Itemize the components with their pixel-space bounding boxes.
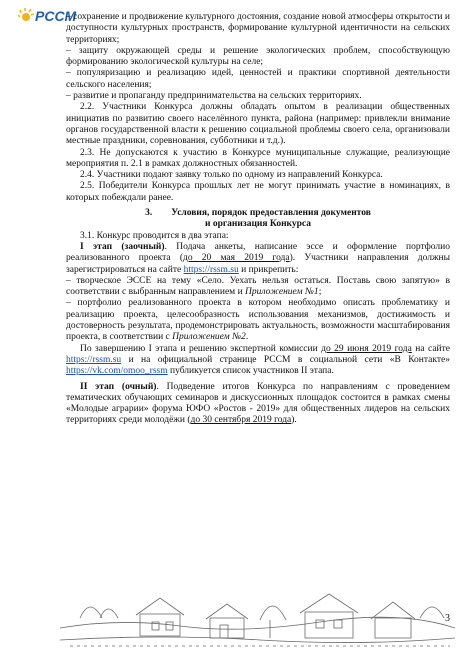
paragraph: 3.1. Конкурс проводится в два этапа: <box>80 230 229 241</box>
text-run: . Подача анкеты, написание эссе и оформление портфолио реализованного проекта ( <box>66 241 451 264</box>
paragraph: – защиту окружающей среды и решение экологических проблем, способствующую формированию экологической культуры на селе; <box>66 45 450 68</box>
stage-label: II этап (очный) <box>80 381 157 392</box>
text-run: – творческое ЭССЕ на тему «Село. Уехать нельзя остаться. Поставь свою запятую» в соответствии с выбранным направлением и <box>66 275 450 298</box>
stage-label: I этап (заочный) <box>80 241 165 252</box>
paragraph: 2.3. Не допускаются к участию в Конкурсе муниципальные служащие, реализующие мероприятия п. 2.1 в рамках должностных обязанностей. <box>66 147 450 169</box>
sun-logo-icon <box>18 8 34 24</box>
paragraph: – популяризацию и реализацию идей, ценностей и практики спортивной деятельности сельского населения; <box>66 68 450 90</box>
appendix-ref: Приложением №2 <box>172 332 246 343</box>
text-run: и на официальной странице РССМ в социальной сети «В Контакте» <box>121 354 450 365</box>
logo-text: РССМ <box>35 8 77 24</box>
heading-line-1: Условия, порядок предоставления документов <box>171 208 371 219</box>
paragraph: 2.2. Участники Конкурса должны обладать опытом в реализации общественных инициатив по развитию своего населённого пункта, района (например: привлекли внимание органов государственной власти к решению социальной проблемы своего села, организовали местные праздники, соревнования, субботники и т.д.). <box>66 102 450 147</box>
document-body <box>66 12 450 427</box>
text-run: . Подведение итогов Конкурса по направлениям с проведением тематических обучающих семинаров и дискуссионных площадок состоится в рамках смены «Молодые аграрии» форума ЮФО «Ростов - 2019» для общественных лидеров на сельских территориях среди молодёжи ( <box>66 381 450 426</box>
vk-link[interactable]: https://vk.com/omoo_rssm <box>66 366 168 377</box>
text-run: ). Участники направления должны зарегистрироваться на сайте <box>66 253 450 275</box>
text-run: – портфолио реализованного проекта в котором необходимо описать проблематику и реализацию проекта, целесообразность использования механизмов, достижимость и достоверность результата, продемонстрировать актуальность, возможности масштабирования проекта, в соответствии с <box>66 298 450 343</box>
deadline-date: до 30 сентября 2019 года <box>190 415 292 426</box>
paragraph: – сохранение и продвижение культурного достояния, создание новой атмосферы открытости и доступности культурных пространств, формирование культурной идентичности на сельских территориях; <box>66 12 450 45</box>
text-run: По завершению I этапа и решению экспертной комиссии <box>80 343 322 354</box>
appendix-ref: Приложением №1 <box>245 287 319 298</box>
section-heading <box>66 208 450 231</box>
paragraph <box>66 344 450 378</box>
paragraph <box>66 298 450 343</box>
text-run: ). <box>291 415 297 426</box>
rssm-link[interactable]: https://rssm.su <box>66 354 122 365</box>
paragraph: 2.5. Победители Конкурса прошлых лет не могут принимать участие в номинациях, в которых побеждали ранее. <box>66 181 450 203</box>
page-number: 3 <box>445 613 450 624</box>
text-run: . <box>245 332 249 343</box>
section-number: 3. <box>145 208 153 219</box>
paragraph <box>66 242 450 276</box>
paragraph: – развитие и пропаганду предпринимательства на сельских территориях. <box>66 91 362 102</box>
rssm-link[interactable]: https://rssm.su <box>183 264 239 275</box>
deadline-date: до 20 мая 2019 года <box>183 253 290 264</box>
paragraph: 2.4. Участники подают заявку только по одному из направлений Конкурса. <box>80 170 383 181</box>
text-run: на сайте <box>411 343 450 354</box>
text-run: публикуется список участников II этапа. <box>167 366 334 377</box>
text-run: ; <box>318 287 322 298</box>
village-illustration <box>60 588 455 650</box>
text-run: и прикрепить: <box>238 264 299 275</box>
deadline-date: до 29 июня 2019 года <box>321 343 412 354</box>
paragraph <box>66 382 450 427</box>
paragraph <box>66 276 450 299</box>
heading-line-2: и организация Конкурса <box>204 219 312 230</box>
